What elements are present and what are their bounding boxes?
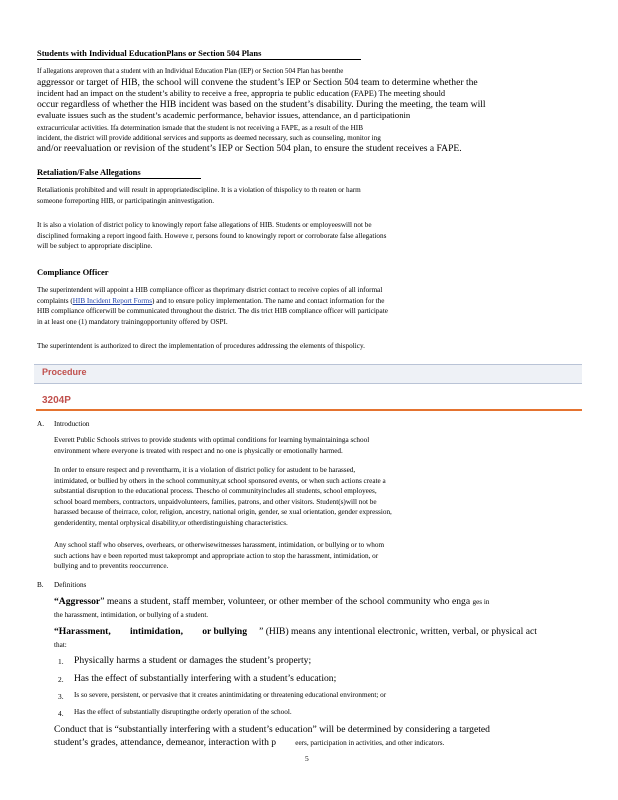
text-line: The superintendent will appoint a HIB compliance officer as theprimary district contact to receive copies of all informal xyxy=(37,286,383,294)
students-iep-heading: Students with Individual EducationPlans or Section 504 Plans xyxy=(37,48,262,58)
list-item-1: Physically harms a student or damages the student’s property; xyxy=(74,655,312,666)
text-line: incident had an impact on the student’s ability to receive a free, appropria te public education (FAPE) The meeting should xyxy=(37,89,446,98)
procedure-banner xyxy=(34,364,582,384)
text-line: In order to ensure respect and p reventharm, it is a violation of district policy for astudent to be harassed, xyxy=(54,466,356,474)
aggressor-definition-cont xyxy=(54,610,582,621)
text-line: in at least one (1) mandatory trainingopportunity offered by OSPI. xyxy=(37,317,228,326)
text-line: harassed because of theirrace, color, religion, ancestry, national origin, gender, se xual orientation, gender expression, xyxy=(54,508,392,516)
text-fragment: complaints ( xyxy=(37,296,73,305)
retaliation-paragraph-2 xyxy=(37,220,582,252)
text-line xyxy=(54,626,582,639)
text-line: genderidentity, mental orphysical disability,or otherdistinguishing characteristics. xyxy=(54,518,288,527)
compliance-officer-heading: Compliance Officer xyxy=(37,267,109,277)
procedure-label: Procedure xyxy=(42,367,87,377)
list-item-2: Has the effect of substantially interfering with a student’s education; xyxy=(74,673,337,684)
retaliation-heading: Retaliation/False Allegations xyxy=(37,167,141,177)
term-aggressor: “Aggressor xyxy=(54,596,101,607)
text-line: the harassment, intimidation, or bullying of a student. xyxy=(54,611,209,619)
compliance-paragraph-2 xyxy=(37,341,582,352)
term-harassment: “Harassment, xyxy=(54,626,111,637)
text-line: will be subject to appropriate discipline. xyxy=(37,242,153,250)
aggressor-definition xyxy=(54,596,582,609)
text-line: extracurricular activities. Ifa determination ismade that the student is not receiving a FAPE, as a result of the HIB xyxy=(37,124,363,132)
list-item-3: Is so severe, persistent, or pervasive that it creates anintimidating or threatening educational environment; or xyxy=(74,691,387,699)
text-line: substantial disruption to the educational process. Thescho ol communityincludes all students, school employees, xyxy=(54,487,377,495)
text-fragment: ) and to ensure policy implementation. The name and contact information for the xyxy=(152,296,385,305)
text-line: evaluate issues such as the student’s academic performance, behavior issues, attendance, an d participationin xyxy=(37,110,411,120)
text-line: school board members, contractors, unpaidvolunteers, families, patrons, and other visitors. Student(s)will not be xyxy=(54,497,377,506)
term-intimidation: intimidation, xyxy=(129,626,183,637)
text-line: Conduct that is “substantially interfering with a student’s education” will be determined by considering a targeted xyxy=(54,724,490,735)
section-a-label: A. xyxy=(37,420,44,428)
text-line: such actions hav e been reported must takeprompt and appropriate action to stop the harassment, intimidation, or xyxy=(54,551,379,560)
section-b-label: B. xyxy=(37,581,44,589)
heading-underline xyxy=(37,59,361,60)
text-fragment: student’s grades, attendance, demeanor, interaction with p xyxy=(54,736,277,748)
text-line: someone forreporting HIB, or participatingin aninvestigation. xyxy=(37,196,215,205)
section-b-title: Definitions xyxy=(54,581,87,589)
page-number: 5 xyxy=(305,754,309,763)
text-line: aggressor or target of HIB, the school will convene the student’s IEP or Section 504 team to determine whether the xyxy=(37,77,478,88)
students-iep-paragraph-cont xyxy=(37,77,582,121)
definition-text-tail: ges in xyxy=(472,598,490,606)
students-iep-paragraph xyxy=(37,67,582,78)
heading-underline xyxy=(37,178,201,179)
conduct-paragraph xyxy=(54,724,582,749)
students-iep-paragraph-cont2 xyxy=(37,123,582,143)
list-number: 2. xyxy=(58,675,64,684)
intro-paragraph-2 xyxy=(54,465,582,528)
compliance-paragraph-1 xyxy=(37,285,582,327)
text-fragment: eers, participation in activities, and other indicators. xyxy=(295,738,445,747)
hib-incident-report-forms-link[interactable]: HIB Incident Report Forms xyxy=(72,296,152,305)
text-line: occur regardless of whether the HIB incident was based on the student’s disability. During the meeting, the team will xyxy=(37,99,486,110)
text-line: incident, the district will provide additional services and supports as deemed necessary, such as counseling, monitor ing xyxy=(37,134,381,142)
students-iep-paragraph-end xyxy=(37,143,582,156)
text-line: It is also a violation of district policy to knowingly report false allegations of HIB. Students or employeeswill not be xyxy=(37,221,372,229)
retaliation-paragraph-1 xyxy=(37,185,582,206)
text-line: The superintendent is authorized to direct the implementation of procedures addressing the elements of thispolicy. xyxy=(37,342,365,350)
list-item-4: Has the effect of substantially disruptingthe orderly operation of the school. xyxy=(74,708,292,716)
hib-definition xyxy=(54,626,582,639)
term-bullying: or bullying xyxy=(202,626,248,637)
hib-definition-cont: that: xyxy=(54,641,67,649)
text-line: bullying and to preventits reoccurrence. xyxy=(54,562,169,570)
text-line: HIB compliance officerwill be communicated throughout the district. The dis trict HIB compliance officer will participate xyxy=(37,307,388,315)
intro-paragraph-3 xyxy=(54,540,582,572)
text-line: If allegations areproven that a student with an Individual Education Plan (IEP) or Section 504 Plan has beenthe xyxy=(37,68,344,75)
procedure-code: 3204P xyxy=(42,395,71,406)
list-number: 3. xyxy=(58,692,64,701)
text-line: intimidated, or bullied by others in the school community,at school sponsored events, or when such actions create a xyxy=(54,476,386,485)
text-line xyxy=(54,596,582,609)
definition-text: ” means a student, staff member, volunteer, or other member of the school community who enga xyxy=(100,596,471,607)
list-number: 1. xyxy=(58,657,64,666)
text-line: disciplined formaking a report ingood faith. Howeve r, persons found to knowingly report or corroborate false allegations xyxy=(37,231,387,240)
text-line: environment where everyone is treated with respect and no one is physically or emotionally harmed. xyxy=(54,446,343,455)
text-line: Any school staff who observes, overhears, or otherwisewitnesses harassment, intimidation, or bullying or to whom xyxy=(54,541,385,549)
intro-paragraph-1 xyxy=(54,435,582,456)
section-a-title: Introduction xyxy=(54,420,90,428)
section-divider xyxy=(36,409,582,411)
text-line: Retaliationis prohibited and will result in appropriatediscipline. It is a violation of thispolicy to th reaten or harm xyxy=(37,186,361,194)
text-line: and/or reevaluation or revision of the student’s IEP or Section 504 plan, to ensure the student receives a FAPE. xyxy=(37,143,462,154)
definition-text: ” (HIB) means any intentional electronic, written, verbal, or physical act xyxy=(259,626,537,637)
text-line: Everett Public Schools strives to provide students with optimal conditions for learning bymaintaininga school xyxy=(54,436,370,444)
text-line xyxy=(37,296,582,307)
text-line xyxy=(54,737,582,750)
list-number: 4. xyxy=(58,709,64,718)
